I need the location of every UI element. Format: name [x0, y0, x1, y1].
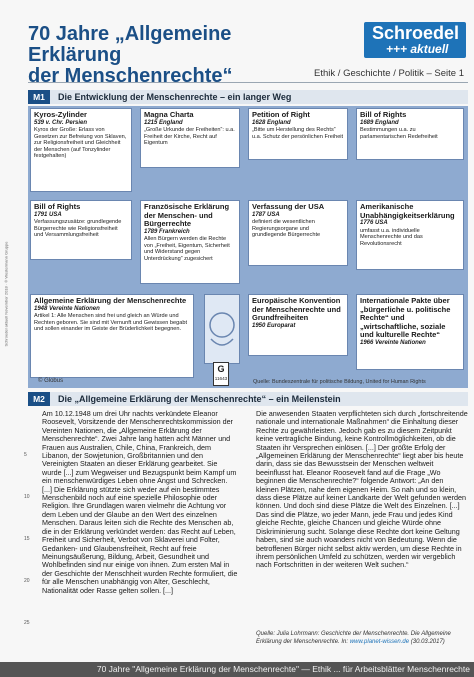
timeline-card: [30, 108, 132, 192]
card-heading: Bill of Rights: [34, 202, 81, 211]
badge-number: 11643: [214, 376, 228, 381]
line-number: 10: [24, 494, 30, 500]
card-heading: Petition of Right: [252, 110, 310, 119]
card-date: 1776 USA: [360, 220, 388, 226]
schroedel-logo: [364, 22, 466, 58]
subject-line: Ethik / Geschichte / Politik – Seite 1: [314, 68, 464, 79]
card-date: 1791 USA: [34, 211, 62, 218]
section-title: Die „Allgemeine Erklärung der Menschenrechte“ – ein Meilenstein: [58, 394, 341, 404]
card-heading: Allgemeine Erklärung der Menschenrechte: [34, 296, 187, 305]
card-text: „Große Urkunde der Freiheiten“: u.a. Freiheit der Kirche, Recht auf Eigentum: [144, 127, 235, 147]
section-tag: M2: [28, 392, 50, 406]
card-date: 1215 England: [144, 119, 183, 126]
section-m1-header: [28, 90, 468, 104]
source-date: (30.03.2017): [409, 638, 445, 645]
card-text: umfasst u.a. individuelle Menschenrechte und das Revolutionsrecht: [360, 227, 423, 247]
line-number: 20: [24, 578, 30, 584]
card-heading: Kyros-Zylinder: [34, 110, 87, 119]
logo-wordmark: Schroedel: [372, 23, 460, 43]
caption-text: 70 Jahre "Allgemeine Erklärung der Menschenrechte" — Ethik ... für Arbeitsblätter Menschenrechte: [96, 664, 470, 674]
card-heading: Französische Erklärung der Menschen- und Bürgerrechte: [144, 202, 230, 228]
timeline-card: [248, 108, 348, 160]
card-date: 1950 Europarat: [252, 322, 296, 329]
olive-branch-icon: [205, 295, 239, 363]
line-number: 15: [24, 536, 30, 542]
card-text: Allen Bürgern werden die Rechte von „Freiheit, Eigentum, Sicherheit und Widerstand gegen Unterdrückung“ zugesichert: [144, 236, 230, 262]
card-heading: Magna Charta: [144, 110, 194, 119]
source-text: Quelle: Julia Lohrmann: Geschichte der Menschenrechte. Die Allgemeine Erklärung der Menschenrechte. In:: [256, 631, 451, 645]
card-text: Artikel 1: Alle Menschen sind frei und gleich an Würde und Rechten geboren. Sie sind mit Vernunft und Gewissen begabt und sollen einander im Geiste der Brüderlichkeit begegnen.: [34, 313, 187, 333]
side-credit-text: Schroedel aktuell November 2018 · © Westermann Gruppe: [3, 241, 9, 347]
card-date: 1789 Frankreich: [144, 228, 190, 235]
un-emblem-icon: [204, 294, 240, 364]
card-date: 1787 USA: [252, 211, 280, 218]
timeline-card: [140, 200, 240, 284]
card-heading: Internationale Pakte über „bürgerliche u. politische Rechte“ und „wirtschaftliche, soziale und kulturelle Rechte“: [360, 296, 451, 339]
m2-source: [256, 631, 468, 646]
section-tag: M1: [28, 90, 50, 104]
m1-source: Quelle: Bundeszentrale für politische Bildung, United for Human Rights: [253, 379, 426, 385]
card-heading: Amerikanische Unabhängigkeitserklärung: [360, 202, 455, 220]
article-column-left: Am 10.12.1948 um drei Uhr nachts verkündete Eleanor Roosevelt, Vorsitzende der Menschenrechtskommission der Vereinten Nationen, die „Allgemeine Erklärung der Menschenrechte“. Zwei Jahre lang hatten acht Männer und Frauen aus Australien, Chile, China, Frankreich, dem Libanon, der Sowjetunion, Großbritannien und den Vereinigten Staaten an dieser Erklärung gearbeitet. Sie wurde [...] zum Wegweiser und Bezugspunkt beim Kampf um ein menschenwürdiges Leben ohne Angst und Schrecken. [...] Die Erklärung stützte sich weder auf ein bestimmtes Menschenbild noch auf eine spezielle Philosophie oder Religion. Ihre Grundlagen waren vielmehr die Achtung vor dem Leben und der Glaube an den Wert des einzelnen Menschen. Daraus leiten sich die Rechte des Menschen ab, die in der Erklärung verkündet werden: das Recht auf Leben, Freiheit und Sicherheit, Verbot von Sklaverei und Folter, Gedanken- und Glaubensfreiheit, Recht auf freie Meinungsäußerung, Bildung, Arbeit, Gesundheit und Wohlbefinden sind nur einige von ihnen. Zum ersten Mal in der Geschichte der Menschheit wurden Rechte formuliert, die für alle Menschen unabhängig von Alter, Geschlecht, Nationalität oder Rasse gelten sollen. [...]: [42, 409, 238, 595]
line-number: 25: [24, 620, 30, 626]
card-heading: Bill of Rights: [360, 110, 407, 119]
card-text: Verfassungszusätze: grundlegende Bürgerrechte wie Religionsfreiheit und Versammlungsfreiheit: [34, 219, 122, 239]
article-column-right: Die anwesenden Staaten verpflichteten sich durch „fortschreitende nationale und internationale Maßnahmen“ die Einhaltung dieser Rechte zu gewährleisten. Jedoch gab es zu diesem Zeitpunkt keine vertragliche Bindung, keine Kontrollmöglichkeiten, ob die Staaten ihr Versprechen einlösen. [...] Der größte Erfolg der „Allgemeinen Erklärung der Menschenrechte“ liegt aber bis heute darin, dass sie das Bewusstsein der Menschen weltweit beeinflusst hat. Eleanor Roosevelt fand auf die Frage „Wo beginnen die Menschenrechte?“ folgende Antwort: „An den kleinen Plätzen, nahe dem eigenen Heim. So nah und so klein, dass diese Plätze auf keiner Landkarte der Welt gefunden werden können. Und doch sind diese Plätze die Welt des Einzelnen. [...] Das sind die Plätze, wo jeder Mann, jede Frau und jedes Kind gleiche Rechte, gleiche Chancen und gleiche Würde ohne Diskriminierung sucht. Solange diese Rechte dort keine Geltung haben, sind sie auch woanders nicht von Bedeutung. Wenn die betroffenen Bürger nicht selbst aktiv werden, um diese Rechte in ihrem persönlichen Umfeld zu schützen, werden wir vergeblich nach Fortschritten in der weiteren Welt suchen.“: [256, 409, 468, 570]
timeline-card: [248, 200, 348, 266]
card-text: Kyros der Große: Erlass von Gesetzen zur Befreiung von Sklaven, zur Religionsfreiheit und Gleichheit der Menschen (auf Tonzylinder festgehalten): [34, 127, 127, 160]
header-divider: [28, 82, 468, 83]
card-date: 1689 England: [360, 119, 399, 126]
card-heading: Europäische Konvention der Menschenrechte und Grundfreiheiten: [252, 296, 341, 322]
section-m2-header: [28, 392, 468, 406]
timeline-card: [140, 108, 240, 168]
title-line-1: 70 Jahre „Allgemeine Erklärung: [28, 23, 232, 66]
title-line-2: der Menschenrechte“: [28, 65, 233, 87]
caption-bar: [0, 662, 474, 677]
logo-subline: +++ aktuell: [386, 42, 449, 56]
card-heading: Verfassung der USA: [252, 202, 325, 211]
timeline-card: [248, 294, 348, 356]
card-text: „Bitte um Herstellung des Rechts“ u.a. Schutz der persönlichen Freiheit: [252, 127, 344, 140]
card-date: 1628 England: [252, 119, 291, 126]
graphic-badge: [213, 362, 229, 386]
globus-credit: © Globus: [38, 378, 64, 384]
card-date: 1948 Vereinte Nationen: [34, 305, 100, 312]
timeline-graphic: [28, 106, 468, 388]
card-text: definiert die wesentlichen Regierungsorgane und grundlegende Bürgerrechte: [252, 219, 321, 239]
card-date: 539 v. Chr. Persien: [34, 119, 88, 126]
section-title: Die Entwicklung der Menschenrechte – ein langer Weg: [58, 92, 292, 102]
timeline-card-udhr: [30, 294, 194, 378]
timeline-card: [30, 200, 132, 260]
badge-letter: G: [217, 364, 225, 374]
card-date: 1966 Vereinte Nationen: [360, 339, 426, 346]
line-number: 5: [24, 452, 27, 458]
side-credit: [0, 230, 10, 350]
page-title: [28, 24, 328, 87]
card-text: Bestimmungen u.a. zu parlamentarischen Redefreiheit: [360, 127, 438, 140]
source-link[interactable]: www.planet-wissen.de: [349, 638, 410, 645]
timeline-card: [356, 108, 464, 160]
timeline-card: [356, 294, 464, 370]
timeline-card: [356, 200, 464, 270]
